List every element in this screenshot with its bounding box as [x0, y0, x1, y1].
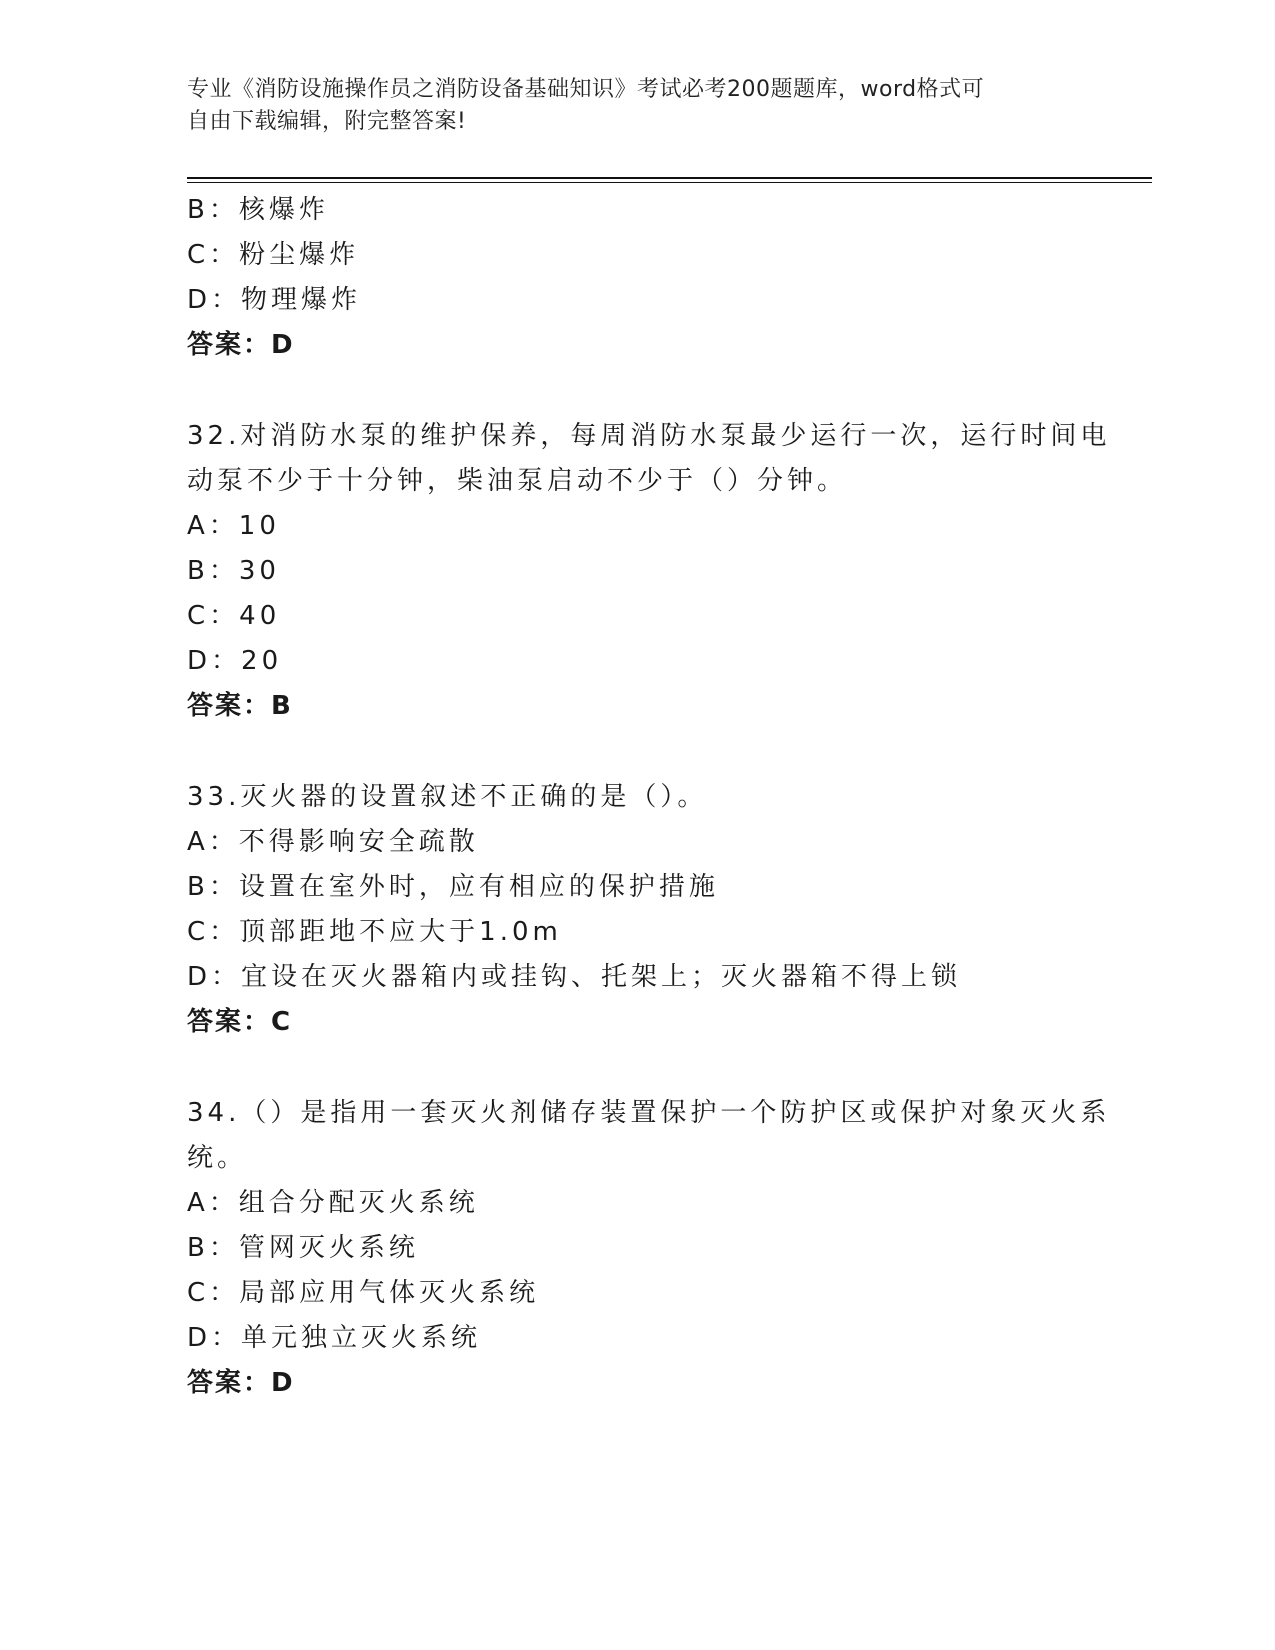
option-d: D：20: [187, 646, 283, 676]
document-header: [187, 74, 1067, 138]
header-divider-thick: [187, 177, 1152, 179]
option-c: C：局部应用气体灭火系统: [187, 1278, 540, 1308]
answer-line: 答案：C: [187, 1007, 293, 1037]
option-a: A：不得影响安全疏散: [187, 827, 479, 857]
option-b: B：管网灭火系统: [187, 1233, 419, 1263]
option-b: B：设置在室外时，应有相应的保护措施: [187, 872, 719, 902]
question-stem-line-1: 34.（）是指用一套灭火剂储存装置保护一个防护区或保护对象灭火系: [187, 1098, 1111, 1128]
option-b: B：30: [187, 556, 280, 586]
option-d: D：单元独立灭火系统: [187, 1323, 482, 1353]
option-d: D：宜设在灭火器箱内或挂钩、托架上；灭火器箱不得上锁: [187, 962, 962, 992]
question-gap: [187, 368, 1087, 414]
header-line-2: 自由下载编辑，附完整答案!: [187, 109, 467, 134]
answer-line: 答案：D: [187, 330, 295, 360]
option-b: B：核爆炸: [187, 195, 329, 225]
answer-line: 答案：D: [187, 1368, 295, 1398]
answer-line: 答案：B: [187, 691, 293, 721]
question-stem-line-2: 统。: [187, 1143, 248, 1173]
question-stem-line-1: 33.灭火器的设置叙述不正确的是（）。: [187, 782, 708, 812]
header-divider-thin: [187, 182, 1152, 183]
header-line-1: 专业《消防设施操作员之消防设备基础知识》考试必考200题题库，word格式可: [187, 77, 985, 102]
question-31: [187, 188, 1087, 368]
option-a: A：10: [187, 511, 280, 541]
option-c: C：顶部距地不应大于1.0m: [187, 917, 562, 947]
option-c: C：40: [187, 601, 281, 631]
question-34: [187, 1091, 1111, 1406]
question-stem-line-1: 32.对消防水泵的维护保养，每周消防水泵最少运行一次，运行时间电: [187, 421, 1111, 451]
question-32: [187, 414, 1111, 729]
question-gap: [187, 729, 1087, 775]
question-33: [187, 775, 1087, 1045]
question-list: [187, 188, 1111, 1406]
option-a: A：组合分配灭火系统: [187, 1188, 479, 1218]
question-gap: [187, 1045, 1087, 1091]
option-c: C：粉尘爆炸: [187, 240, 360, 270]
question-stem-line-2: 动泵不少于十分钟，柴油泵启动不少于（）分钟。: [187, 466, 848, 496]
option-d: D：物理爆炸: [187, 285, 362, 315]
